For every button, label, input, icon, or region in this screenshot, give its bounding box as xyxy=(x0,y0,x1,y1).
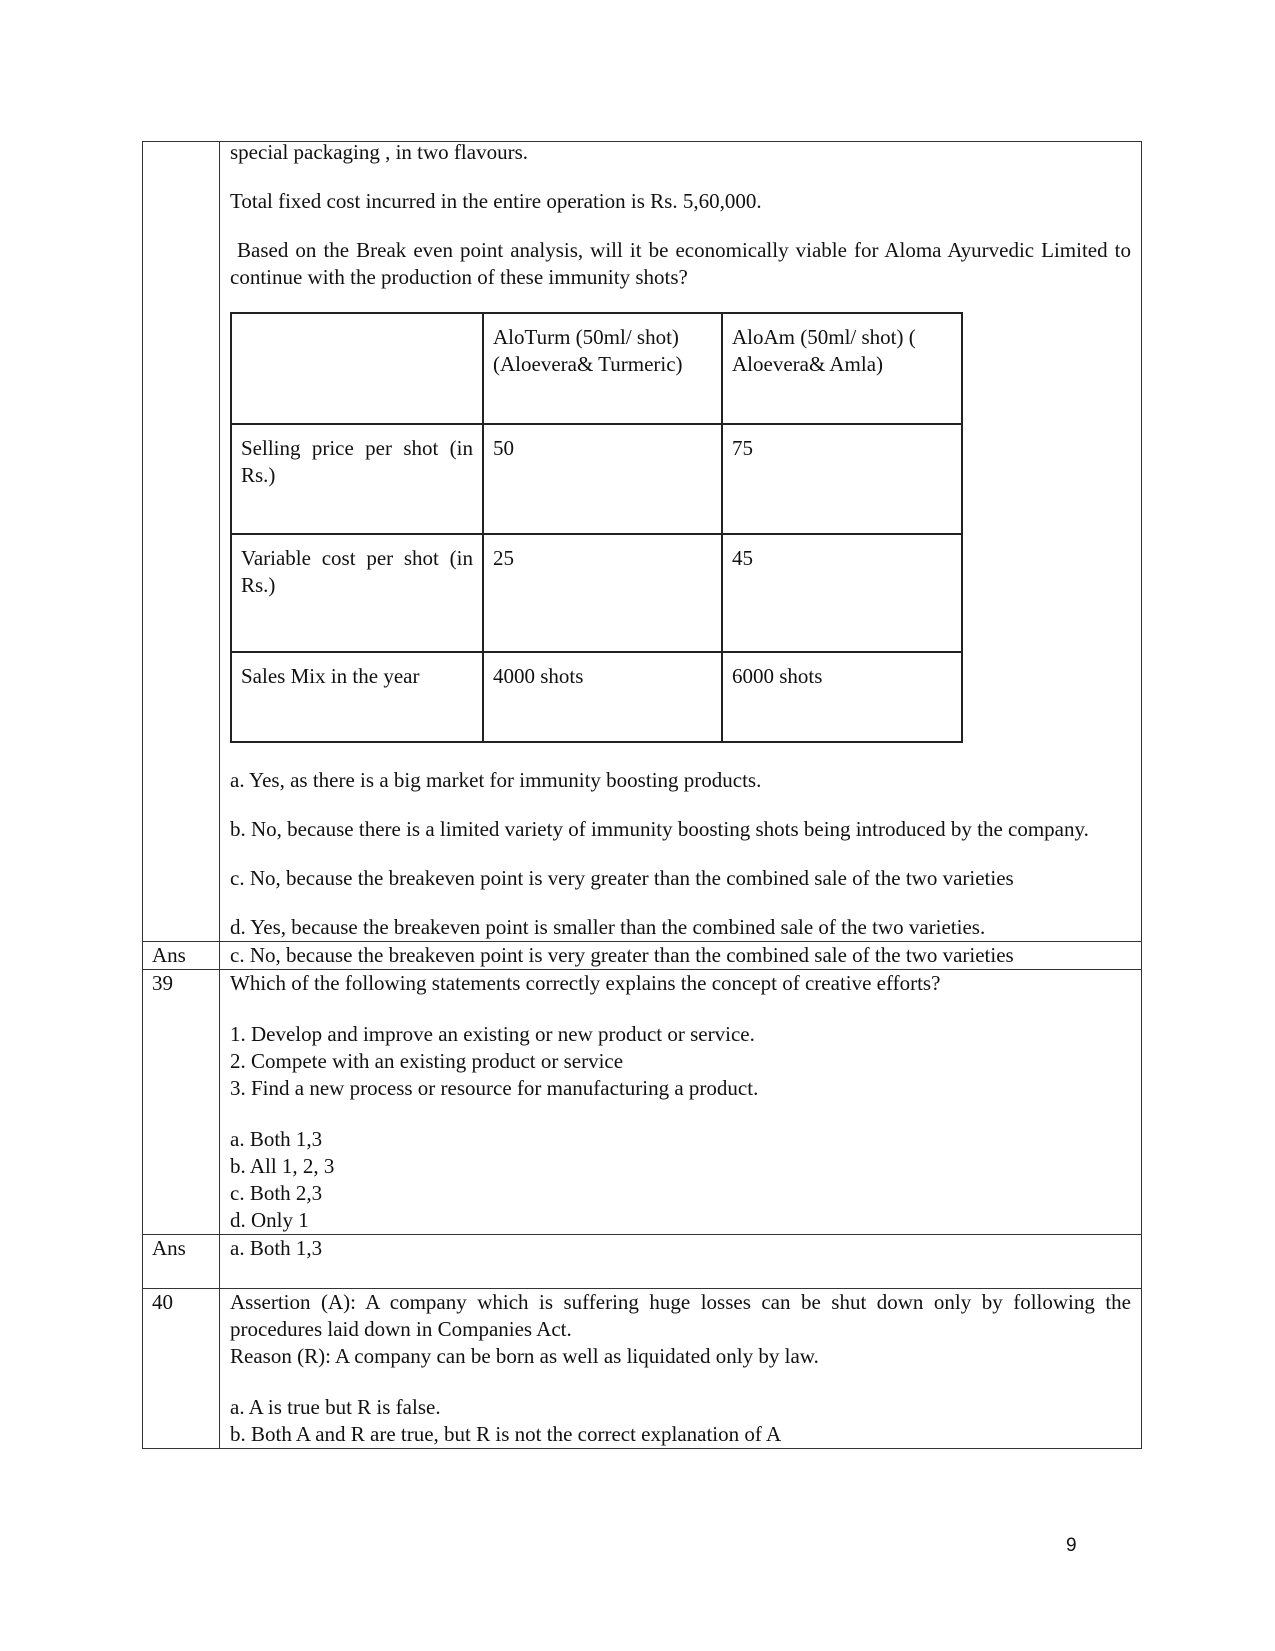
q40-assertion: Assertion (A): A company which is suffering huge losses can be shut down only by following the procedures laid down in Companies Act. xyxy=(230,1290,1131,1341)
cost-table xyxy=(230,312,963,743)
cost-table-row xyxy=(231,652,962,742)
cost-table-row xyxy=(231,424,962,534)
cost-table-cell: Selling price per shot (in Rs.) xyxy=(231,424,483,534)
q38-option: c. No, because the breakeven point is very greater than the combined sale of the two varieties xyxy=(230,866,1014,890)
q39-answer: a. Both 1,3 xyxy=(220,1235,1142,1289)
cost-table-header-cell: AloTurm (50ml/ shot) (Aloevera& Turmeric) xyxy=(483,313,722,424)
cost-table-cell: 75 xyxy=(722,424,962,534)
cost-table-cell: Variable cost per shot (in Rs.) xyxy=(231,534,483,652)
cost-table-cell: 25 xyxy=(483,534,722,652)
q40-row xyxy=(143,1289,1142,1449)
q38-option: a. Yes, as there is a big market for immunity boosting products. xyxy=(230,768,762,792)
q39-option: a. Both 1,3 xyxy=(230,1127,323,1151)
ans-label: Ans xyxy=(143,1235,220,1289)
q40-option: a. A is true but R is false. xyxy=(230,1395,441,1419)
q39-statement: 1. Develop and improve an existing or new product or service. xyxy=(230,1022,755,1046)
q38-option: d. Yes, because the breakeven point is smaller than the combined sale of the two varieties. xyxy=(230,915,986,939)
q39-option: b. All 1, 2, 3 xyxy=(230,1154,335,1178)
q39-content xyxy=(220,970,1142,1235)
question-table xyxy=(142,141,1142,1449)
q40-number: 40 xyxy=(143,1289,220,1449)
q38-fixed-cost: Total fixed cost incurred in the entire operation is Rs. 5,60,000. xyxy=(230,189,762,213)
q39-answer-row xyxy=(143,1235,1142,1289)
q38-number-cell xyxy=(143,142,220,942)
cost-table-cell: Sales Mix in the year xyxy=(231,652,483,742)
cost-table-cell: 50 xyxy=(483,424,722,534)
q39-option: d. Only 1 xyxy=(230,1208,309,1232)
cost-table-cell: 6000 shots xyxy=(722,652,962,742)
q38-answer-row xyxy=(143,942,1142,970)
page-number: 9 xyxy=(1066,1535,1077,1556)
q38-content xyxy=(220,142,1142,942)
q39-row xyxy=(143,970,1142,1235)
q39-statement: 3. Find a new process or resource for manufacturing a product. xyxy=(230,1076,759,1100)
cost-table-header-cell: AloAm (50ml/ shot) ( Aloevera& Amla) xyxy=(722,313,962,424)
ans-label: Ans xyxy=(143,942,220,970)
cost-table-header-row xyxy=(231,313,962,424)
cost-table-header-cell xyxy=(231,313,483,424)
q39-option: c. Both 2,3 xyxy=(230,1181,323,1205)
q39-question: Which of the following statements correctly explains the concept of creative efforts? xyxy=(230,971,941,995)
q38-intro: special packaging , in two flavours. xyxy=(230,140,528,164)
q38-option: b. No, because there is a limited variety of immunity boosting shots being introduced by the company. xyxy=(230,817,1089,841)
q40-reason: Reason (R): A company can be born as well as liquidated only by law. xyxy=(230,1344,819,1368)
q38-answer: c. No, because the breakeven point is very greater than the combined sale of the two varieties xyxy=(220,942,1142,970)
q40-content xyxy=(220,1289,1142,1449)
q40-option: b. Both A and R are true, but R is not the correct explanation of A xyxy=(230,1422,782,1446)
cost-table-cell: 45 xyxy=(722,534,962,652)
cost-table-row xyxy=(231,534,962,652)
q38-question: Based on the Break even point analysis, will it be economically viable for Aloma Ayurvedic Limited to continue with the production of these immunity shots? xyxy=(230,238,1137,289)
q39-number: 39 xyxy=(143,970,220,1235)
q39-statement: 2. Compete with an existing product or service xyxy=(230,1049,624,1073)
cost-table-cell: 4000 shots xyxy=(483,652,722,742)
q38-row xyxy=(143,142,1142,942)
